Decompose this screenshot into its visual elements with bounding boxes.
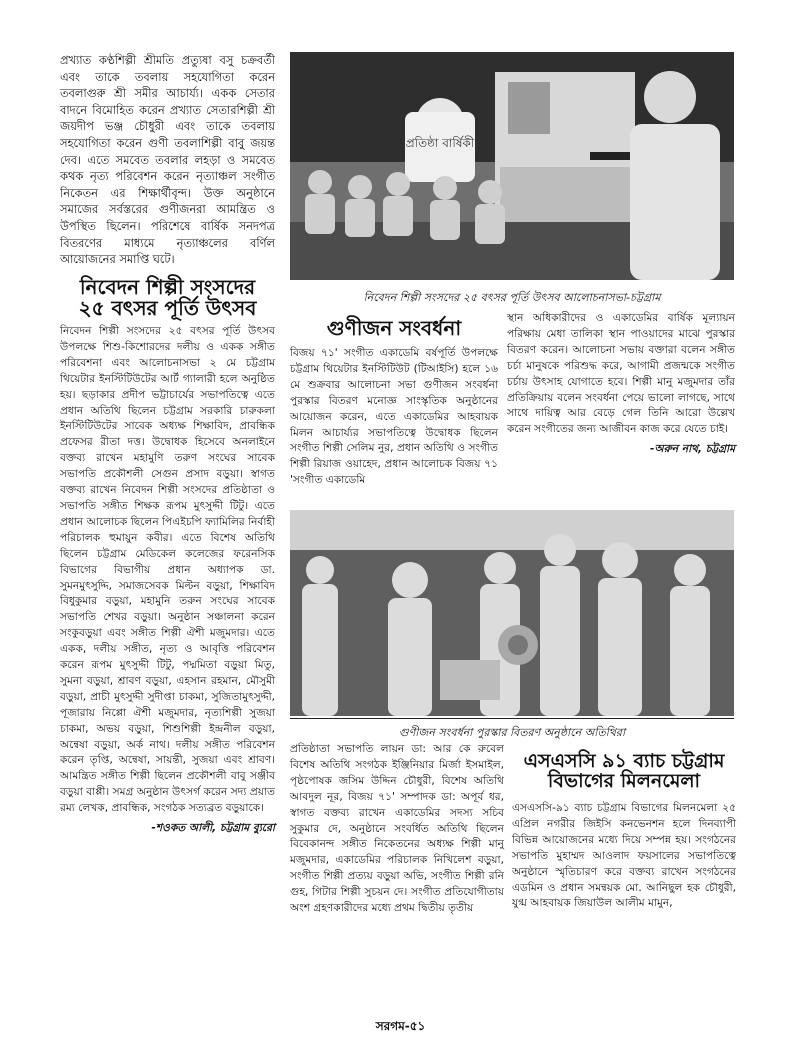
article2-headline-line1: নিবেদন শিল্পী সংসদের xyxy=(79,275,256,299)
event-photo-2-illustration xyxy=(290,510,734,716)
article2-headline-line2: ২৫ বৎসর পূর্তি উৎসব xyxy=(78,296,257,320)
article4-body: এসএসসি-৯১ ব্যাচ চট্টগ্রাম বিভাগের মিলনমেলা ২৫ এপ্রিল নগরীর জিইসি কনভেনশন হলে দিনব্যাপী বিভিন্ন আয়োজনের মধ্যে দিয়ে সম্পন্ন হয়। সংগঠনের সভাপতি মুহাম্মদ আওলাদ ফয়সালের সভাপতিত্বে অনুষ্ঠানে স্মৃতিচারণ করে বক্তব্য রাখেন সংগঠনের এডমিন ও প্রধান সমন্বয়ক মো. আনিছুল হক চৌধুরী, যুগ্ম আহবায়ক জিয়াউল আলীম মামুন, xyxy=(512,802,736,910)
article3-body-cont: প্রতিষ্ঠাতা সভাপতি লায়ন ডা: আর কে রুবেল বিশেষ অতিথি সংগঠক ইঞ্জিনিয়ার মির্জা ইসমাইল, পৃষ্ঠপোষক জসিম উদ্দিন চৌধুরী, বিশেষ অতিথি আবদুল নূর, বিজয় ৭১' সম্পাদক ডা: অপূর্ব ধর, স্বাগত বক্তব্য রাখেন একাডেমির সদস্য সচিব সুকুমার দে, অনুষ্ঠানে সংবর্ধিত অতিথি ছিলেন বিবেকানন্দ সঙ্গীত নিকেতনের অধ্যক্ষ শিল্পী মানু মজুমদার, একাডেমির পরিচালক নিখিলেশ বড়ুয়া, সংগীত শিল্পী প্রত্যয় বড়ুয়া অভি, সংগীত শিল্পী রনি গুহ, গিটার শিল্পী সুচয়ন দে। সংগীত প্রতিযোগীতায় অংশ গ্রহণকারীদের মধ্যে প্রথম দ্বিতীয় তৃতীয় xyxy=(290,743,504,915)
article2-body: নিবেদন শিল্পী সংসদের ২৫ বৎসর পূর্তি উৎসব উপলক্ষে শিশু-কিশোরদের দলীয় ও একক সঙ্গীত পরিবেশনা এবং আলোচনাসভা ২ মে চট্টগ্রাম থিয়েটার ইনস্টিটিউটের আর্ট গ্যালারী হলে অনুষ্ঠিত হয়। ছড়াকার প্রদীপ ভট্টাচার্যের সভাপতিত্বে এতে প্রধান অতিথি ছিলেন চট্টগ্রাম সরকারি চারুকলা ইনস্টিটিউটের সাবেক অধ্যক্ষ শিক্ষাবিদ, প্রাবন্ধিক প্রফেসর রীতা দত্ত। উদ্বোধক হিসেবে অনলাইনে বক্তব্য রাখেন মহামুণি তরুণ সংঘের সাবেক সভাপতি প্রকৌশলী সেগুন প্রসাদ বড়ুয়া। স্বাগত বক্তব্য রাখেন নিবেদন শিল্পী সংসদের প্রতিষ্ঠাতা ও সভাপতি সঙ্গীত শিক্ষক রূপম মুৎসুদ্দী টিটু। এতে প্রধান আলোচক ছিলেন পিএইচপি ফ্যামিলির নির্বাহী পরিচালক হুমায়ুন কবীর। এতে বিশেষ অতিথি ছিলেন চট্টগ্রাম মেডিকেল কলেজের ফরেনসিক বিভাগের বিভাগীয় প্রধান অধ্যাপক ডা. সুমনমুৎসুদ্দি, সমাজসেবক মিল্টন বড়ুয়া, শিক্ষাবিদ বিধুকুমার বড়ুয়া, মহামুনি তরুন সংঘের সাবেক সভাপতি শেখর বড়ুয়া। অনুষ্ঠান সঞ্চালনা করেন সংকুবড়ুয়া এবং সঙ্গীত শিল্পী ঐশী মজুমদার। এতে একক, দলীয় সঙ্গীত, নৃত্য ও আবৃত্তি পরিবেশন করেন রূপম মুৎসুদ্দী টিটু, পদ্মমিতা বড়ুয়া মিতু, সুমনা বড়ুয়া, শ্রাবণ বড়ুয়া, এহসান রহমান, মৌসুমী বড়ুয়া, প্রাচী মুৎসুদ্দী সুদীপ্তা চাকমা, সুজিতামুৎসুদ্দী, পূজারায় নিপ্পো ঐশী মজুমদার, নৃত্যশিল্পী সুজয়া চাকমা, অভয় বড়ুয়া, শিশুশিল্পী ইন্দ্রনীল বড়ুয়া, অন্বেষা বড়ুয়া, অর্ক নাথ। দলীয় সঙ্গীত পরিবেশন করেন তৃপ্তি, অন্বেষা, সায়ন্তী, সুজয়া এবং শ্রাবণ। আমন্ত্রিত সঙ্গীত শিল্পী ছিলেন প্রকৌশলী বাবু সঞ্জীব বড়ুয়া বাপ্পী। সমগ্র অনুষ্ঠান উৎসর্গ করেন সদ্য প্রয়াত রম্য লেখক, প্রাবন্ধিক, সংগঠক সত্যব্রত বড়ুয়াকে। xyxy=(60,325,275,815)
article3-byline: -অরুন নাথ, চট্টগ্রাম xyxy=(650,443,735,456)
article3-column-a xyxy=(290,346,498,489)
photo1-banner-text: প্রতিষ্ঠা বার্ষিকী xyxy=(405,136,475,150)
photo2-caption: গুণীজন সংবর্ধনা পুরস্কার বিতরণ অনুষ্ঠানে অতিথিরা xyxy=(398,726,626,739)
article3-continuation xyxy=(290,742,504,917)
article4-headline-line2: বিভাগের মিলনমেলা xyxy=(547,769,701,792)
article1-body: প্রখ্যাত কণ্ঠশিল্পী শ্রীমতি প্রত্যুষা বসু চক্রবর্তী এবং তাকে তবলায় সহযোগিতা করেন তবলাগুরু শ্রী সমীর আচার্য্য। একক সেতার বাদনে বিমোহিত করেন প্রখ্যাত সেতারশিল্পী শ্রী জয়দীপ ভঞ্জ চৌধুরী এবং তাকে তবলায় সহযোগিতা করেন গুণী তবলাশিল্পী বাবু জয়ন্ত দেব। এতে সমবেত তবলার লহড়া ও সমবেত কথক নৃত্য পরিবেশন করেন নৃত্যাঞ্চল সংগীত নিকেতন এর শিক্ষার্থীবৃন্দ। উক্ত অনুষ্ঠানে সমাজের সর্বস্তরের গুণীজনরা আমন্ত্রিত ও উপস্থিত ছিলেন। পরিশেষে বার্ষিক সনদপত্র বিতরণের মাধ্যমে নৃত্যাঞ্চলের বর্ণিল আয়োজনের সমাপ্তি ঘটে। xyxy=(60,53,275,267)
article2-headline xyxy=(55,277,280,319)
article3-body-col1: বিজয় ৭১' সংগীত একাডেমি বর্ষপূর্তি উপলক্ষে চট্টগ্রাম থিয়েটার ইনস্টিটিউট (টিআইসি) হলে ১৬ মে শুক্রবার আলোচনা সভা গুণীজন সংবর্ধনা পুরস্কার বিতরণ মনোজ্ঞ সাংস্কৃতিক অনুষ্ঠানের আয়োজন করেন, এতে একাডেমির আহবায়ক মিলন আচার্য্যর সভাপতিত্বে উদ্বোধক ছিলেন সংগীত শিল্পী সেলিম নুর, প্রধান অতিথি ও সংগীত শিল্পী রিয়াজ ওয়াহেদ, প্রধান আলোচক বিজয় ৭১ 'সংগীত একাডেমি xyxy=(290,347,498,487)
article3-column-b xyxy=(507,311,735,458)
photo1-caption: নিবেদন শিল্পী সংসদের ২৫ বৎসর পূর্তি উৎসব আলোচনাসভা-চট্টগ্রাম xyxy=(363,291,661,304)
article2-byline: -শওকত আলী, চট্টগ্রাম ব্যুরো xyxy=(151,822,275,835)
article4-headline xyxy=(512,752,736,792)
article4-column xyxy=(512,801,736,912)
article4-headline-line1: এসএসসি ৯১ ব্যাচ চট্টগ্রাম xyxy=(523,750,725,772)
caption-rule xyxy=(290,718,734,719)
page-folio: সরগম-৫১ xyxy=(375,1019,426,1033)
event-photo-1 xyxy=(290,52,734,280)
event-photo-1-illustration xyxy=(290,52,734,280)
article3-headline: গুণীজন সংবর্ধনা xyxy=(326,316,462,340)
event-photo-2 xyxy=(290,510,734,716)
article1-column xyxy=(60,52,275,268)
article2-column xyxy=(60,324,275,837)
article3-body-col2: স্থান অধিকারীদের ও একাডেমির বার্ষিক মূল্যায়ন পরিক্ষায় মেধা তালিকা স্থান পাওয়াদের মাঝে পুরস্কার বিতরণ করেন। আলোচনা সভায় বক্তারা বলেন সঙ্গীত চর্চা মানুষকে পরিশুদ্ধ করে, আগামী প্রজন্মকে সংগীত চর্চায় উৎসাহ যোগাতে হবে। শিল্পী মানু মজুমদার তাঁর প্রতিক্রিয়ায় বলেন সংবর্ধনা পেয়ে ভালো লাগছে, সাথে সাথে দায়িত্ব আর বেড়ে গেল তিনি আরো উল্লেখ করেন সংগীতের জন্য আজীবন কাজ করে যেতে চাই। xyxy=(507,312,735,436)
